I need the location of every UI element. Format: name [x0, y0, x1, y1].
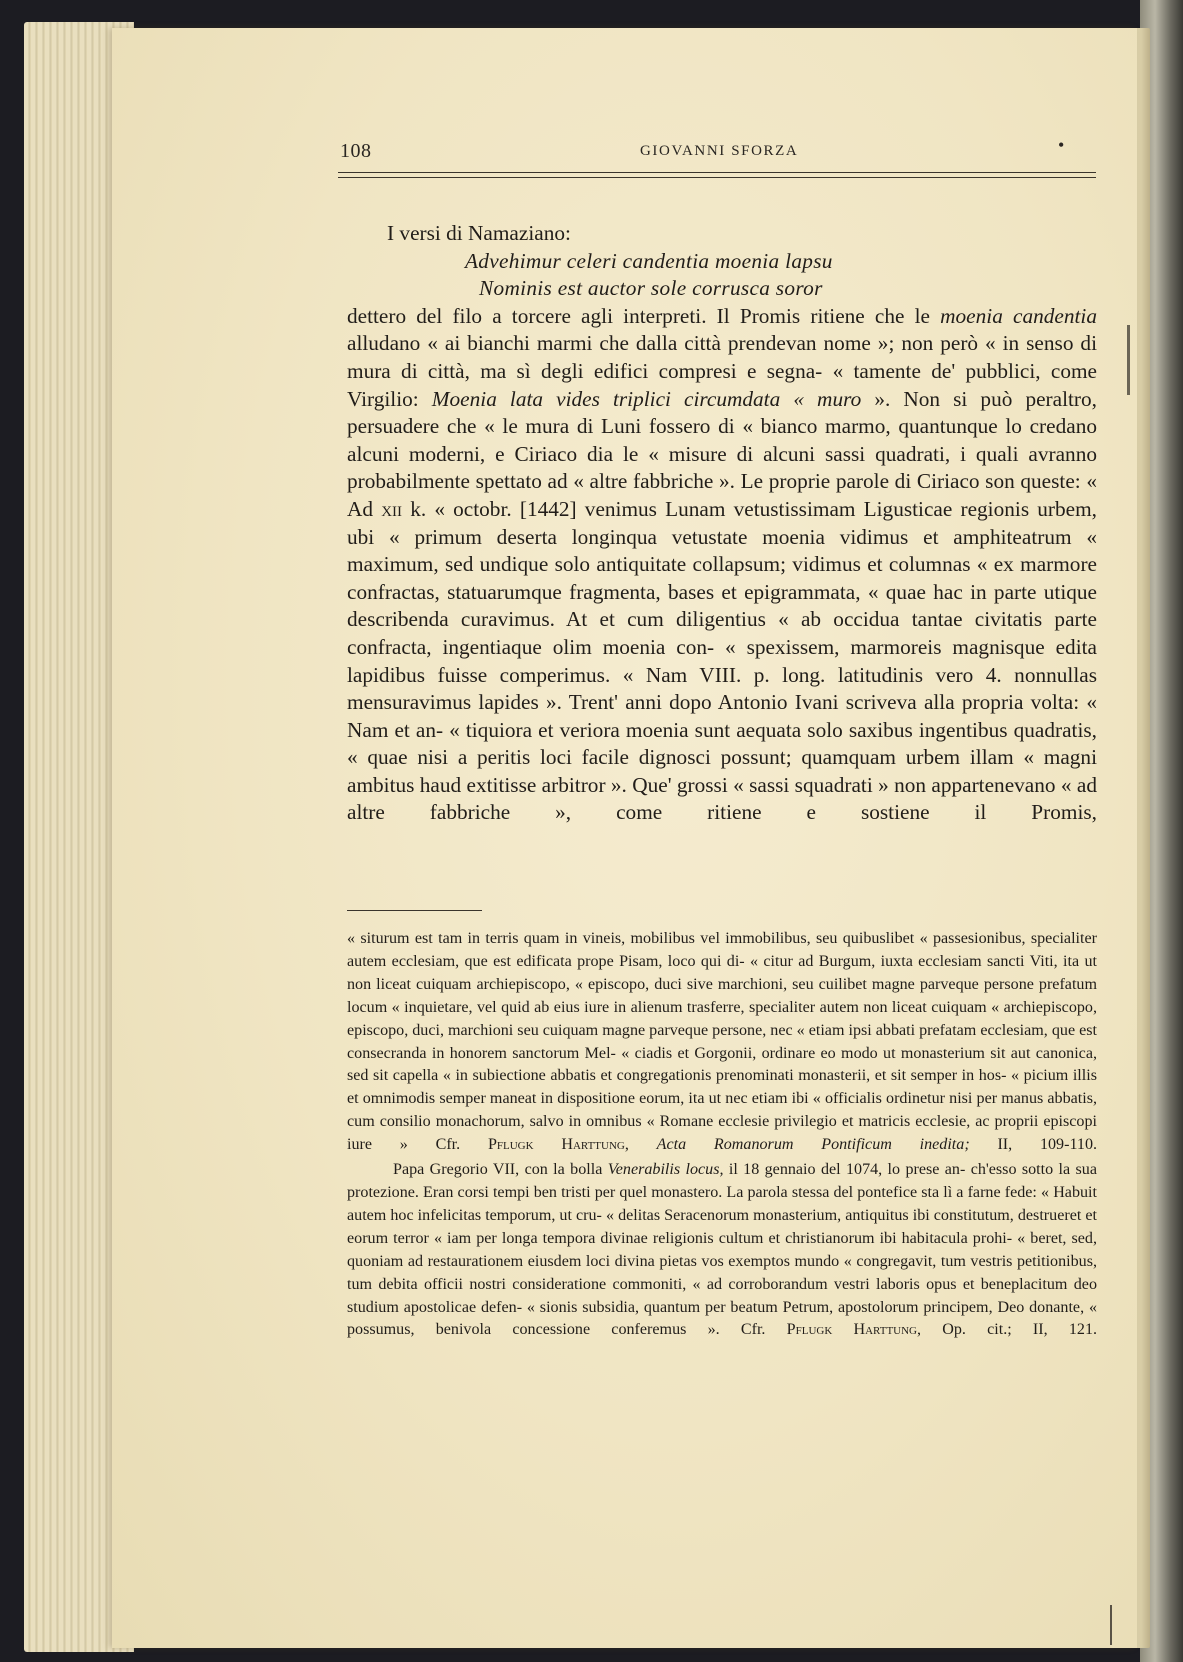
fn2-text-1: Papa Gregorio VII, con la bolla	[393, 1161, 608, 1179]
footnote-2	[347, 1159, 1097, 1342]
margin-pencil-mark	[1127, 325, 1130, 395]
verse-line-2: Nominis est auctor sole corrusca soror	[479, 276, 823, 301]
page-number: 108	[340, 140, 372, 162]
intro-line: I versi di Namaziano:	[387, 221, 571, 245]
header-rule-bottom	[338, 177, 1096, 178]
header-rule-top	[338, 172, 1096, 173]
fn1-work-title: Acta Romanorum Pontificum inedita;	[656, 1136, 970, 1154]
fn1-pages: II, 109-110.	[969, 1136, 1098, 1154]
fn2-text-2: il 18 gennaio del 1074, lo prese an- ch'esso sotto la sua protezione. Eran corsi tempi ben tristi per quel monastero. La parola stessa del pontefice sta lì a farne fede: « Habuit autem hoc infelicitas temporum, ut cru- « delitas Seracenorum monasterium, antiquitus ibi constitutum, destrueret et eorum terror « iam per longa tempora divinae religionis cultum et christianorum ibi habitacula prohi- « beret, sed, quoniam ad restaurationem eiusdem loci divina pietas vos exemptos mundo « congregavit, tum vestris petitionibus, tum debita officii nostri consideratione commoniti, « ad corroborandum vestri laboris opus et beneplacitum deo studium apostolicae defen- « sionis subsidia, quantum per beatum Petrum, apostolorum principem, Deo donante, « possumus, benivola concessione conferemus ». Cfr.	[347, 1161, 1097, 1339]
footnote-rule	[347, 910, 482, 911]
fn2-text-3: , Op. cit.; II, 121.	[917, 1321, 1098, 1339]
running-title: GIOVANNI SFORZA	[640, 143, 799, 159]
main-text	[347, 220, 1097, 827]
main-paragraph	[347, 303, 1097, 827]
para-text-2: alludano « ai bianchi marmi che dalla città prendevan nome »; non però « in senso di mura di città, ma sì degli edifici compresi e segna- « tamente de' pubblici, come Virgilio:	[347, 331, 1097, 411]
para-italic-1: moenia candentia	[940, 303, 1097, 328]
fn2-author: Pflugk Harttung	[786, 1321, 917, 1339]
running-head	[340, 135, 1095, 164]
fn1-author: Pflugk Harttung	[487, 1136, 625, 1154]
para-text-3: ». Non si può peraltro, persuadere che « le mura di Luni fossero di « bianco marmo, quantunque lo credano alcuni moderni, e Ciriaco dia le « misure di alcuni sassi quadrati, i quali avranno probabilmente spettato ad « altre fabbriche ». Le proprie parole di Ciriaco son queste: « Ad	[347, 386, 1097, 521]
footnote-1	[347, 928, 1097, 1157]
para-text-1: dettero del filo a torcere agli interpreti. Il Promis ritiene che le	[347, 303, 941, 328]
header-mark: •	[1058, 135, 1065, 155]
para-smallcaps: xii	[381, 496, 403, 521]
margin-line-bottom	[1110, 1605, 1112, 1645]
para-text-4: k. « octobr. [1442] venimus Lunam vetustissimam Ligusticae regionis urbem, ubi « primum deserta longinqua vetustate moenia vidimus et amphiteatrum « maximum, sed undique solo antiquitate collapsum; vidimus et columnas « ex marmore confractas, statuarumque fragmenta, bases et epigrammata, « quae hac in parte utique describenda curavimus. At et cum diligentius « ab occidua tantae civitatis parte confracta, ingentiaque olim moenia con- « spexissem, marmoreis magnisque edita lapidibus fuisse comperimus. « Nam VIII. p. long. latitudinis vero 4. nonnullas mensuravimus lapides ». Trent' anni dopo Antonio Ivani scriveva alla propria volta: « Nam et an- « tiquiora et veriora moenia sunt aequata solo saxibus ingentibus quadratis, « quae nisi a peritis loci facile dignosci possunt; quamquam urbem illam « magni ambitus haud extitisse arbitror ». Que' grossi « sassi squadrati » non appartenevano « ad altre fabbriche », come ritiene e sostiene il Promis,	[347, 496, 1097, 825]
verse-line-1: Advehimur celeri candentia moenia lapsu	[465, 248, 833, 273]
fn2-bull-title: Venerabilis locus,	[607, 1161, 724, 1179]
footnotes	[347, 928, 1097, 1342]
fn1-sep: ,	[624, 1136, 657, 1154]
para-italic-2: Moenia lata vides triplici circumdata « muro	[431, 386, 862, 411]
fn1-text: « siturum est tam in terris quam in vineis, mobilibus vel immobilibus, seu quibuslibet « passesionibus, specialiter autem ecclesiam, que est edificata prope Pisam, loco qui di- « citur ad Burgum, iuxta ecclesiam sancti Viti, ita ut non liceat cuiquam archiepiscopo, « episcopo, duci sive marchioni, seu cuilibet magne parveque persone prefatum locum « inquietare, vel quid ab eius iure in alienum trasferre, specialiter autem non liceat cuiquam « archiepiscopo, episcopo, duci, marchioni seu cuiquam magne parveque persone, nec « etiam ipsi abbati prefatam ecclesiam, que est consecranda in honorem sanctorum Mel- « ciadis et Gorgonii, ordinare eo modo ut monasterium sit aut canonica, sed sit capella « in subiectione abbatis et congregationis prenominati monasterii, et sit semper in hos- « picium illis et omnimodis semper maneat in dispositione eorum, ita ut nec etiam ibi « officialis ordinetur nisi per manus abbatis, cum consilio monachorum, salvo in omnibus « Romane ecclesie privilegio et matricis ecclesie, ac proprii episcopi iure » Cfr.	[347, 930, 1097, 1154]
